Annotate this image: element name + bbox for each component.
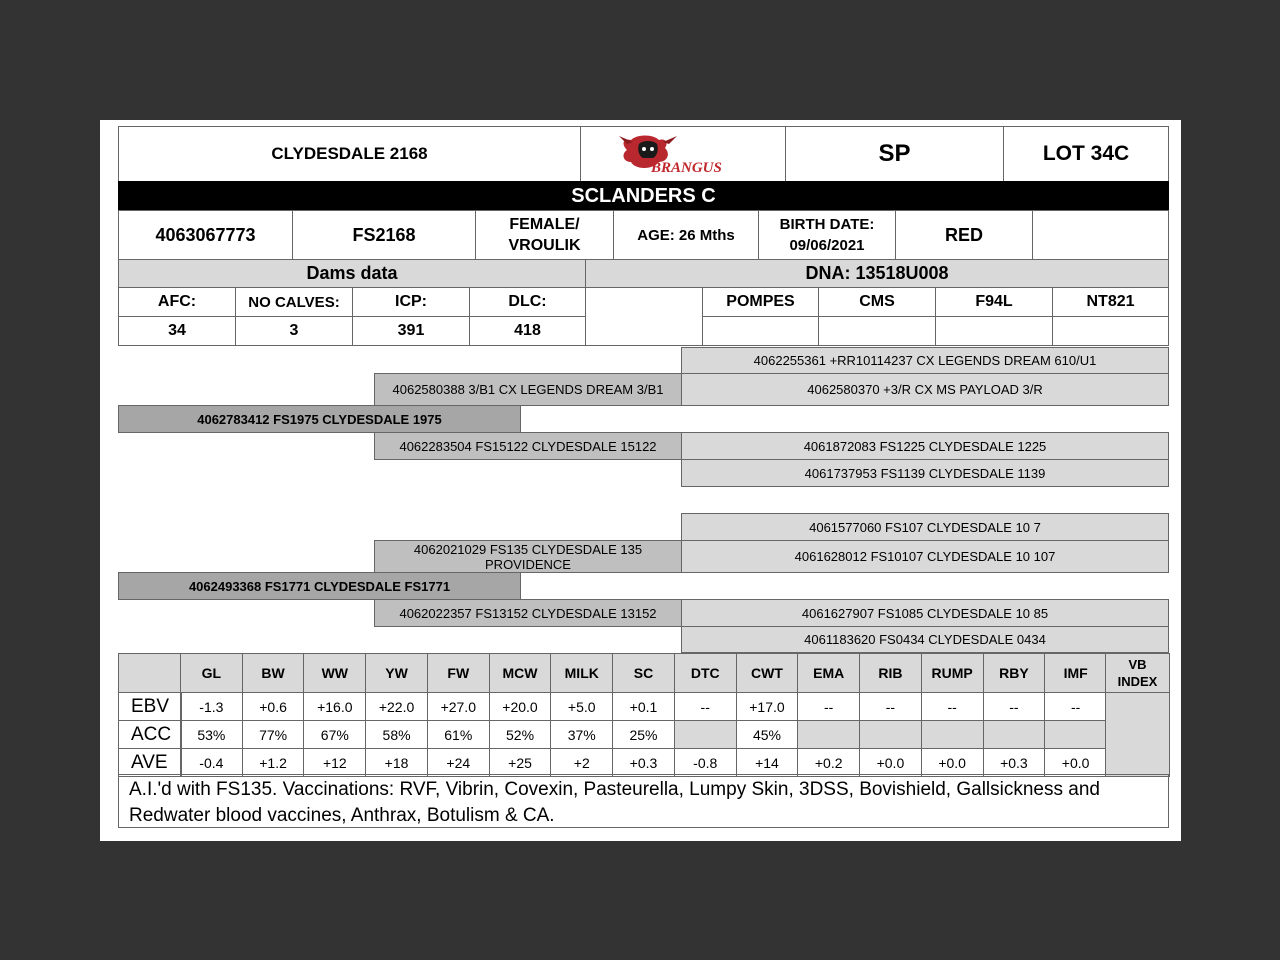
animal-id bbox=[118, 210, 293, 260]
ebv-cell-text: 25% bbox=[629, 726, 658, 743]
ebv-col-header bbox=[242, 653, 305, 693]
ebv-cell-text: 67% bbox=[320, 726, 349, 743]
sex-line-2: VROULIK bbox=[508, 237, 581, 254]
ebv-cell bbox=[180, 748, 243, 777]
pedigree-text: 4061577060 FS107 CLYDESDALE 10 7 bbox=[809, 519, 1041, 535]
ebv-cell bbox=[797, 692, 860, 721]
pedigree-sd-sire bbox=[681, 432, 1169, 460]
ebv-cell bbox=[550, 748, 613, 777]
vb-index-header bbox=[1105, 653, 1170, 693]
sex-line-1: FEMALE/ bbox=[509, 216, 580, 233]
ebv-cell-text: +0.0 bbox=[1061, 754, 1090, 771]
ebv-cell-text: +25 bbox=[508, 754, 532, 771]
dna-header-text: F94L bbox=[975, 293, 1013, 310]
ebv-cell-text: +16.0 bbox=[317, 698, 353, 715]
ebv-cell bbox=[1044, 748, 1107, 777]
animal-colour bbox=[895, 210, 1033, 260]
ebv-col-header bbox=[427, 653, 490, 693]
animal-sex bbox=[475, 210, 614, 260]
ebv-cell bbox=[303, 692, 366, 721]
ebv-row-label-text: AVE bbox=[131, 751, 168, 773]
ebv-col-header-text: WW bbox=[321, 665, 349, 681]
ebv-cell-text: -0.4 bbox=[199, 754, 224, 771]
pedigree-ds-dam bbox=[681, 540, 1169, 573]
ebv-col-header-text: EMA bbox=[813, 665, 845, 681]
ebv-cell bbox=[489, 720, 552, 749]
ebv-row-label-text: EBV bbox=[131, 695, 170, 717]
bull-logo-icon bbox=[613, 132, 753, 176]
pedigree-sire-dam bbox=[374, 432, 682, 460]
dams-header-dlc bbox=[469, 287, 586, 317]
dna-header-text: NT821 bbox=[1086, 293, 1135, 310]
ebv-cell-text: +0.3 bbox=[629, 754, 658, 771]
dna-header-pompes bbox=[702, 287, 819, 317]
ebv-cell bbox=[797, 720, 860, 749]
animal-id-text: 4063067773 bbox=[155, 224, 256, 245]
ebv-col-header-text: FW bbox=[447, 665, 470, 681]
ebv-col-header bbox=[736, 653, 799, 693]
ebv-cell bbox=[859, 720, 922, 749]
dams-header-text: ICP: bbox=[395, 293, 427, 310]
pedigree-text: 4061737953 FS1139 CLYDESDALE 1139 bbox=[804, 465, 1046, 481]
pedigree-text: 4062580370 +3/R CX MS PAYLOAD 3/R bbox=[807, 382, 1043, 397]
dna-value-nt821 bbox=[1052, 316, 1169, 346]
ebv-cell-text: +0.0 bbox=[876, 754, 905, 771]
ebv-cell bbox=[242, 720, 305, 749]
ebv-cell bbox=[983, 720, 1046, 749]
owner-name: SCLANDERS C bbox=[571, 184, 716, 207]
dna-title-text: DNA: 13518U008 bbox=[805, 263, 949, 283]
ebv-col-header bbox=[550, 653, 613, 693]
notes-text: A.I.'d with FS135. Vaccinations: RVF, Vibrin, Covexin, Pasteurella, Lumpy Skin, 3DSS, Bovishield, Gallsickness and Redwater blood vaccines, Anthrax, Botulism & CA. bbox=[129, 779, 1100, 826]
ebv-cell bbox=[180, 692, 243, 721]
sp-text: SP bbox=[878, 140, 911, 167]
dams-value-text: 3 bbox=[289, 322, 299, 339]
birth-date-value: 09/06/2021 bbox=[789, 237, 865, 254]
pedigree-text: 4062283504 FS15122 CLYDESDALE 15122 bbox=[399, 438, 657, 454]
dams-value-text: 34 bbox=[168, 322, 186, 339]
ebv-col-header-text: MILK bbox=[564, 665, 599, 681]
ebv-cell-text: -- bbox=[700, 698, 710, 715]
ebv-cell-text: -0.8 bbox=[693, 754, 718, 771]
dna-blank-cell bbox=[585, 287, 703, 346]
ebv-cell bbox=[736, 748, 799, 777]
ebv-col-header bbox=[1044, 653, 1107, 693]
dams-value-text: 391 bbox=[397, 322, 425, 339]
dams-header-afc bbox=[118, 287, 236, 317]
pedigree-ss-sire bbox=[681, 347, 1169, 374]
ebv-row-label bbox=[118, 720, 182, 749]
birth-date-label: BIRTH DATE: bbox=[779, 216, 875, 233]
ebv-cell bbox=[612, 748, 675, 777]
ebv-col-header bbox=[489, 653, 552, 693]
pedigree-dam bbox=[118, 572, 521, 600]
ebv-cell bbox=[489, 692, 552, 721]
dna-header-f94l bbox=[935, 287, 1053, 317]
ebv-col-header bbox=[983, 653, 1046, 693]
ebv-cell-text: +27.0 bbox=[440, 698, 476, 715]
ebv-cell bbox=[921, 748, 984, 777]
lot-text: LOT 34C bbox=[1042, 142, 1130, 165]
ebv-cell-text: -- bbox=[1070, 698, 1081, 715]
ebv-col-header bbox=[365, 653, 428, 693]
pedigree-dd-sire bbox=[681, 599, 1169, 627]
dna-header-nt821 bbox=[1052, 287, 1169, 317]
ebv-cell bbox=[365, 692, 428, 721]
pedigree-text: 4061627907 FS1085 CLYDESDALE 10 85 bbox=[801, 605, 1049, 621]
ebv-cell bbox=[427, 692, 490, 721]
ebv-cell bbox=[489, 748, 552, 777]
ebv-cell-text: -- bbox=[947, 698, 957, 715]
pedigree-ss-dam bbox=[681, 373, 1169, 406]
ebv-cell-text: +12 bbox=[322, 754, 347, 771]
ebv-row-label bbox=[118, 748, 182, 777]
ebv-cell-text: +1.2 bbox=[259, 754, 287, 771]
pedigree-dam-sire bbox=[374, 540, 682, 573]
ebv-cell-text: -- bbox=[824, 698, 834, 715]
lot-card bbox=[100, 120, 1181, 841]
dna-header-text: CMS bbox=[859, 293, 895, 310]
vb-index-line-2: INDEX bbox=[1117, 674, 1158, 689]
ebv-col-header-text: YW bbox=[385, 665, 408, 681]
ebv-cell bbox=[365, 748, 428, 777]
pedigree-text: 4062255361 +RR10114237 CX LEGENDS DREAM 610/U1 bbox=[753, 353, 1097, 368]
owner-bar bbox=[118, 181, 1169, 211]
animal-name bbox=[118, 126, 581, 182]
ebv-col-header-text: IMF bbox=[1063, 665, 1088, 681]
birth-date bbox=[758, 210, 896, 260]
dna-value-pompes bbox=[702, 316, 819, 346]
ebv-col-header bbox=[797, 653, 860, 693]
ebv-cell bbox=[797, 748, 860, 777]
ebv-cell-text: 52% bbox=[506, 726, 535, 743]
ebv-cell bbox=[859, 748, 922, 777]
dna-header-cms bbox=[818, 287, 936, 317]
ebv-cell-text: +18 bbox=[384, 754, 409, 771]
animal-name-text: CLYDESDALE 2168 bbox=[271, 144, 428, 163]
colour-text: RED bbox=[944, 224, 983, 245]
ebv-cell bbox=[303, 748, 366, 777]
dams-value-afc bbox=[118, 316, 236, 346]
ebv-cell bbox=[674, 748, 737, 777]
ebv-cell bbox=[674, 692, 737, 721]
ebv-cell-text: -- bbox=[885, 698, 896, 715]
dams-title bbox=[118, 259, 586, 288]
ebv-col-header-text: BW bbox=[261, 665, 285, 681]
dams-value-dlc bbox=[469, 316, 586, 346]
pedigree-text: 4062493368 FS1771 CLYDESDALE FS1771 bbox=[188, 578, 451, 594]
dna-value-f94l bbox=[935, 316, 1053, 346]
ebv-cell bbox=[921, 720, 984, 749]
ebv-cell bbox=[1044, 692, 1107, 721]
ebv-row-label-text: ACC bbox=[131, 723, 172, 745]
ebv-cell bbox=[365, 720, 428, 749]
ebv-cell bbox=[242, 748, 305, 777]
ebv-col-header-text: DTC bbox=[690, 665, 720, 681]
sp-label bbox=[785, 126, 1004, 182]
ebv-cell bbox=[242, 692, 305, 721]
ebv-cell bbox=[550, 692, 613, 721]
ebv-col-header-text: GL bbox=[201, 665, 222, 681]
ebv-cell bbox=[983, 692, 1046, 721]
pedigree-text: 4061872083 FS1225 CLYDESDALE 1225 bbox=[803, 438, 1047, 454]
dams-title-text: Dams data bbox=[306, 263, 398, 283]
ebv-cell bbox=[983, 748, 1046, 777]
ebv-header-corner bbox=[118, 653, 182, 693]
ebv-cell-text: 37% bbox=[567, 726, 596, 743]
ebv-cell-text: 77% bbox=[259, 726, 288, 743]
pedigree-text: 4062021029 FS135 CLYDESDALE 135 PROVIDENCE bbox=[413, 541, 643, 572]
dams-header-icp bbox=[352, 287, 470, 317]
ebv-cell-text: +0.1 bbox=[629, 698, 658, 715]
dams-value-calves bbox=[235, 316, 353, 346]
ebv-cell-text: +24 bbox=[446, 754, 471, 771]
dna-value-cms bbox=[818, 316, 936, 346]
pedigree-sd-dam bbox=[681, 459, 1169, 487]
pedigree-dd-dam bbox=[681, 626, 1169, 653]
ebv-cell-text: +5.0 bbox=[567, 698, 596, 715]
ebv-cell bbox=[612, 692, 675, 721]
ebv-col-header bbox=[921, 653, 984, 693]
ebv-cell bbox=[736, 692, 799, 721]
pedigree-text: 4062783412 FS1975 CLYDESDALE 1975 bbox=[197, 411, 442, 427]
ebv-cell-text: +17.0 bbox=[749, 698, 785, 715]
brangus-logo bbox=[580, 126, 786, 182]
animal-code bbox=[292, 210, 476, 260]
vb-index-value bbox=[1105, 692, 1170, 777]
ebv-cell-text: +2 bbox=[573, 754, 590, 771]
dams-value-icp bbox=[352, 316, 470, 346]
ebv-col-header-text: RIB bbox=[878, 665, 903, 681]
ebv-cell bbox=[1044, 720, 1107, 749]
animal-age bbox=[613, 210, 759, 260]
lot-number bbox=[1003, 126, 1169, 182]
ebv-cell bbox=[303, 720, 366, 749]
ebv-col-header-text: MCW bbox=[502, 665, 538, 681]
ebv-cell bbox=[612, 720, 675, 749]
ebv-col-header-text: SC bbox=[633, 665, 654, 681]
pedigree-sire bbox=[118, 405, 521, 433]
age-text: AGE: 26 Mths bbox=[637, 226, 735, 244]
ebv-cell-text: -- bbox=[1009, 698, 1019, 715]
logo-text: BRANGUS bbox=[651, 160, 722, 176]
pedigree-sire-sire bbox=[374, 373, 682, 406]
pedigree-text: 4061628012 FS10107 CLYDESDALE 10 107 bbox=[794, 549, 1056, 564]
ebv-cell-text: +0.2 bbox=[814, 754, 843, 771]
ebv-cell bbox=[550, 720, 613, 749]
ebv-cell-text: -1.3 bbox=[199, 698, 224, 715]
ebv-cell bbox=[674, 720, 737, 749]
ebv-cell-text: 61% bbox=[444, 726, 473, 743]
ebv-cell-text: +20.0 bbox=[502, 698, 538, 715]
ebv-cell-text: +0.3 bbox=[1000, 754, 1028, 771]
ebv-cell-text: 45% bbox=[752, 726, 781, 743]
ebv-cell bbox=[859, 692, 922, 721]
ebv-col-header-text: CWT bbox=[751, 665, 783, 681]
pedigree-text: 4062580388 3/B1 CX LEGENDS DREAM 3/B1 bbox=[392, 382, 664, 397]
ebv-cell-text: +0.0 bbox=[938, 754, 966, 771]
ebv-col-header bbox=[612, 653, 675, 693]
ebv-col-header bbox=[674, 653, 737, 693]
ebv-col-header bbox=[180, 653, 243, 693]
dams-value-text: 418 bbox=[514, 322, 541, 339]
ebv-cell bbox=[180, 720, 243, 749]
ebv-cell-text: +14 bbox=[755, 754, 779, 771]
pedigree-text: 4061183620 FS0434 CLYDESDALE 0434 bbox=[804, 632, 1046, 647]
pedigree-ds-sire bbox=[681, 513, 1169, 541]
notes bbox=[118, 774, 1169, 828]
ebv-cell-text: 53% bbox=[197, 726, 226, 743]
ebv-col-header-text: RBY bbox=[999, 665, 1029, 681]
dams-header-text: DLC: bbox=[508, 293, 547, 310]
dams-header-calves bbox=[235, 287, 353, 317]
pedigree-dam-dam bbox=[374, 599, 682, 627]
ebv-cell bbox=[736, 720, 799, 749]
ebv-col-header bbox=[859, 653, 922, 693]
ebv-cell bbox=[427, 720, 490, 749]
vb-index-line-1: VB bbox=[1128, 657, 1147, 672]
ebv-cell bbox=[921, 692, 984, 721]
ebv-cell bbox=[427, 748, 490, 777]
dams-header-text: AFC: bbox=[157, 293, 197, 310]
ebv-cell-text: 58% bbox=[382, 726, 411, 743]
dna-title bbox=[585, 259, 1169, 288]
dna-header-text: POMPES bbox=[726, 293, 795, 310]
pedigree-text: 4062022357 FS13152 CLYDESDALE 13152 bbox=[399, 605, 657, 621]
animal-code-text: FS2168 bbox=[352, 224, 416, 245]
dams-header-text: NO CALVES: bbox=[248, 293, 340, 311]
ebv-col-header bbox=[303, 653, 366, 693]
ebv-cell-text: +0.6 bbox=[259, 698, 287, 715]
ebv-col-header-text: RUMP bbox=[931, 665, 973, 681]
ebv-row-label bbox=[118, 692, 182, 721]
blank-detail bbox=[1032, 210, 1169, 260]
ebv-cell-text: +22.0 bbox=[378, 698, 415, 715]
